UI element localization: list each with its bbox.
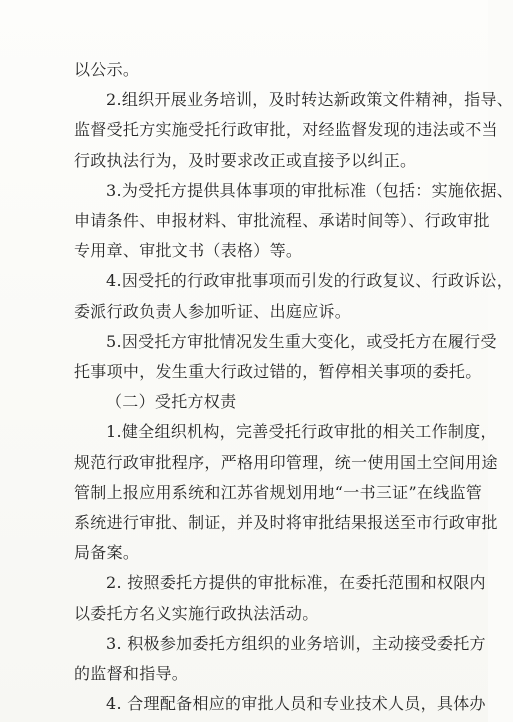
paragraph-line: 管制上报应用系统和江苏省规划用地“一书三证”在线监管 [74,482,483,502]
paragraph-line: 系统进行审批、制证，并及时将审批结果报送至市行政审批 [74,513,498,532]
paragraph-line: 3.为受托方提供具体事项的审批标准（包括：实施依据、 [106,180,513,200]
section-heading: （二）受托方权责 [106,392,237,412]
paragraph-line: 2. 按照委托方提供的审批标准，在委托范围和权限内 [106,573,486,593]
paragraph-line: 4.因受托的行政审批事项而引发的行政复议、行政诉讼， [106,271,513,291]
paragraph-line: 以委托方名义实施行政执法活动。 [74,603,319,623]
paragraph-line: 委派行政负责人参加听证、出庭应诉。 [74,301,352,321]
paragraph-line: 托事项中，发生重大行政过错的，暂停相关事项的委托。 [74,362,482,381]
paragraph-line: 申请条件、申报材料、审批流程、承诺时间等）、行政审批 [74,211,490,230]
paragraph-line: 行政执法行为，及时要求改正或直接予以纠正。 [74,150,417,170]
paragraph-line: 4. 合理配备相应的审批人员和专业技术人员，具体办 [106,694,486,714]
paragraph-line: 5.因受托方审批情况发生重大变化，或受托方在履行受 [106,331,497,351]
paragraph-line: 以公示。 [74,60,140,79]
paragraph-line: 监督受托方实施受托行政审批，对经监督发现的违法或不当 [74,120,498,140]
paragraph-line: 专用章、审批文书（表格）等。 [74,241,303,261]
paragraph-line: 1.健全组织机构，完善受托行政审批的相关工作制度， [106,422,497,442]
paragraph-line: 规范行政审批程序，严格用印管理，统一使用国土空间用途 [74,452,498,472]
paragraph-line: 3. 积极参加委托方组织的业务培训，主动接受委托方 [106,633,486,653]
paragraph-line: 2.组织开展业务培训，及时转达新政策文件精神，指导、 [106,90,513,110]
paragraph-line: 的监督和指导。 [74,664,189,683]
paragraph-line: 局备案。 [74,543,140,563]
